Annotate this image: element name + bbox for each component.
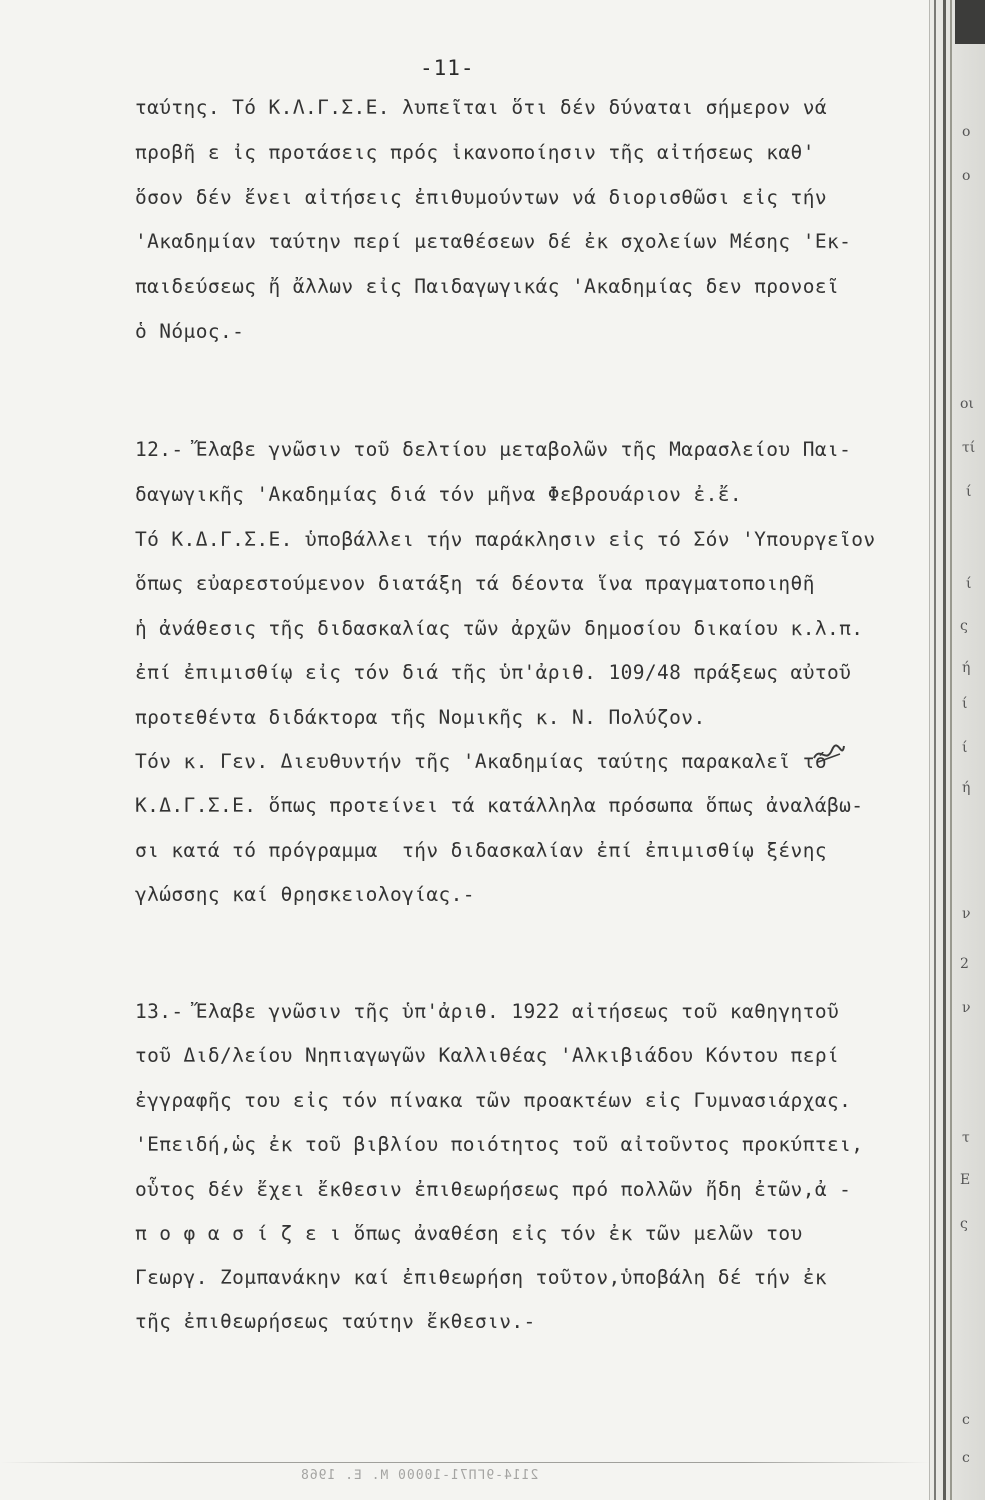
page-binding-edge [929, 0, 985, 1500]
text-line: ταύτης. Τό Κ.Λ.Γ.Σ.Ε. λυπεῖται ὅτι δέν δύναται σήμερον νά [135, 96, 827, 119]
margin-fragment: ς [960, 1216, 968, 1232]
margin-fragment: ν [962, 1000, 971, 1016]
text-line: δαγωγικῆς 'Ακαδημίας διά τόν μῆνα Φεβρουάριον ἐ.ἔ. [135, 483, 742, 506]
margin-fragment: Ε [960, 1172, 971, 1188]
text-line: Τό Κ.Δ.Γ.Σ.Ε. ὑποβάλλει τήν παράκλησιν εἰς τό Σόν 'Υπουργεῖον [135, 528, 876, 551]
margin-fragment: τί [962, 440, 976, 456]
binding-clip [955, 0, 985, 44]
footer-rule [0, 1462, 930, 1463]
margin-fragment: ί [962, 740, 968, 756]
text-line: ὅσον δέν ἔνει αἰτήσεις ἐπιθυμούντων νά διορισθῶσι εἰς τήν [135, 186, 827, 209]
margin-fragment: ί [966, 484, 972, 500]
text-line: ἐγγραφῆς του εἰς τόν πίνακα τῶν προακτέων εἰς Γυμνασιάρχας. [135, 1089, 852, 1112]
margin-fragment: ή [962, 780, 971, 796]
text-line: γλώσσης καί θρησκειολογίας.- [135, 883, 475, 906]
text-line: τῆς ἐπιθεωρήσεως ταύτην ἔκθεσιν.- [135, 1310, 536, 1333]
text-line: προβῆ ε ἰς προτάσεις πρός ἱκανοποίησιν τῆς αἰτήσεως καθ' [135, 141, 815, 164]
handwritten-correction-mark [812, 742, 846, 766]
margin-fragment: c [962, 1412, 970, 1428]
text-line: ἡ ἀνάθεσις τῆς διδασκαλίας τῶν ἀρχῶν δημοσίου δικαίου κ.λ.π. [135, 617, 864, 640]
text-line: ἐπί ἐπιμισθίῳ εἰς τόν διά τῆς ὑπ'ἀριθ. 109/48 πράξεως αὐτοῦ [135, 661, 852, 684]
margin-fragment: τ [962, 1130, 970, 1146]
margin-fragment: ο [962, 168, 971, 184]
text-line: 'Ακαδημίαν ταύτην περί μεταθέσεων δέ ἐκ σχολείων Μέσης 'Εκ- [135, 230, 852, 253]
text-line: π ο φ α σ ί ζ ε ι ὅπως ἀναθέση εἰς τόν ἐκ τῶν μελῶν του [135, 1222, 803, 1245]
footer-print-mark: 2114-9ΓΠ71-10000 Μ. Ε. 1968 [300, 1468, 539, 1483]
margin-fragment: ή [962, 660, 971, 676]
text-line: οὗτος δέν ἔχει ἔκθεσιν ἐπιθεωρήσεως πρό πολλῶν ἤδη ἐτῶν,ἀ - [135, 1178, 852, 1201]
text-line: Κ.Δ.Γ.Σ.Ε. ὅπως προτείνει τά κατάλληλα πρόσωπα ὅπως ἀναλάβω- [135, 794, 864, 817]
page-number: -11- [420, 56, 475, 80]
margin-fragment: ί [962, 696, 968, 712]
text-line: σι κατά τό πρόγραμμα τήν διδασκαλίαν ἐπί ἐπιμισθίῳ ξένης [135, 839, 827, 862]
margin-fragment: 2 [960, 956, 969, 972]
text-line: Γεωργ. Ζομπανάκην καί ἐπιθεωρήση τοῦτον,ὑποβάλη δέ τήν ἐκ [135, 1266, 827, 1289]
margin-fragment: ς [960, 618, 968, 634]
margin-fragment: ί [966, 576, 972, 592]
text-line: ὁ Νόμος.- [135, 320, 245, 343]
text-line: τοῦ Διδ/λείου Νηπιαγωγῶν Καλλιθέας 'Αλκιβιάδου Κόντου περί [135, 1044, 840, 1067]
text-line: 13.- Ἔλαβε γνῶσιν τῆς ὑπ'ἀριθ. 1922 αἰτήσεως τοῦ καθηγητοῦ [135, 1000, 840, 1023]
margin-fragment: οι [960, 396, 974, 412]
text-line: 'Επειδή,ὡς ἐκ τοῦ βιβλίου ποιότητος τοῦ αἰτοῦντος προκύπτει, [135, 1133, 864, 1156]
text-line: 12.- Ἔλαβε γνῶσιν τοῦ δελτίου μεταβολῶν τῆς Μαρασλείου Παι- [135, 438, 852, 461]
margin-fragment: ν [962, 906, 971, 922]
text-line: Τόν κ. Γεν. Διευθυντήν τῆς 'Ακαδημίας ταύτης παρακαλεῖ τό [135, 750, 827, 773]
text-line: προτεθέντα διδάκτορα τῆς Νομικῆς κ. Ν. Πολύζον. [135, 706, 706, 729]
margin-fragment: c [962, 1450, 970, 1466]
margin-fragment: ο [962, 124, 971, 140]
text-line: ὅπως εὐαρεστούμενον διατάξη τά δέοντα ἵνα πραγματοποιηθῆ [135, 572, 815, 595]
text-line: παιδεύσεως ἤ ἄλλων εἰς Παιδαγωγικάς 'Ακαδημίας δεν προνοεῖ [135, 275, 840, 298]
